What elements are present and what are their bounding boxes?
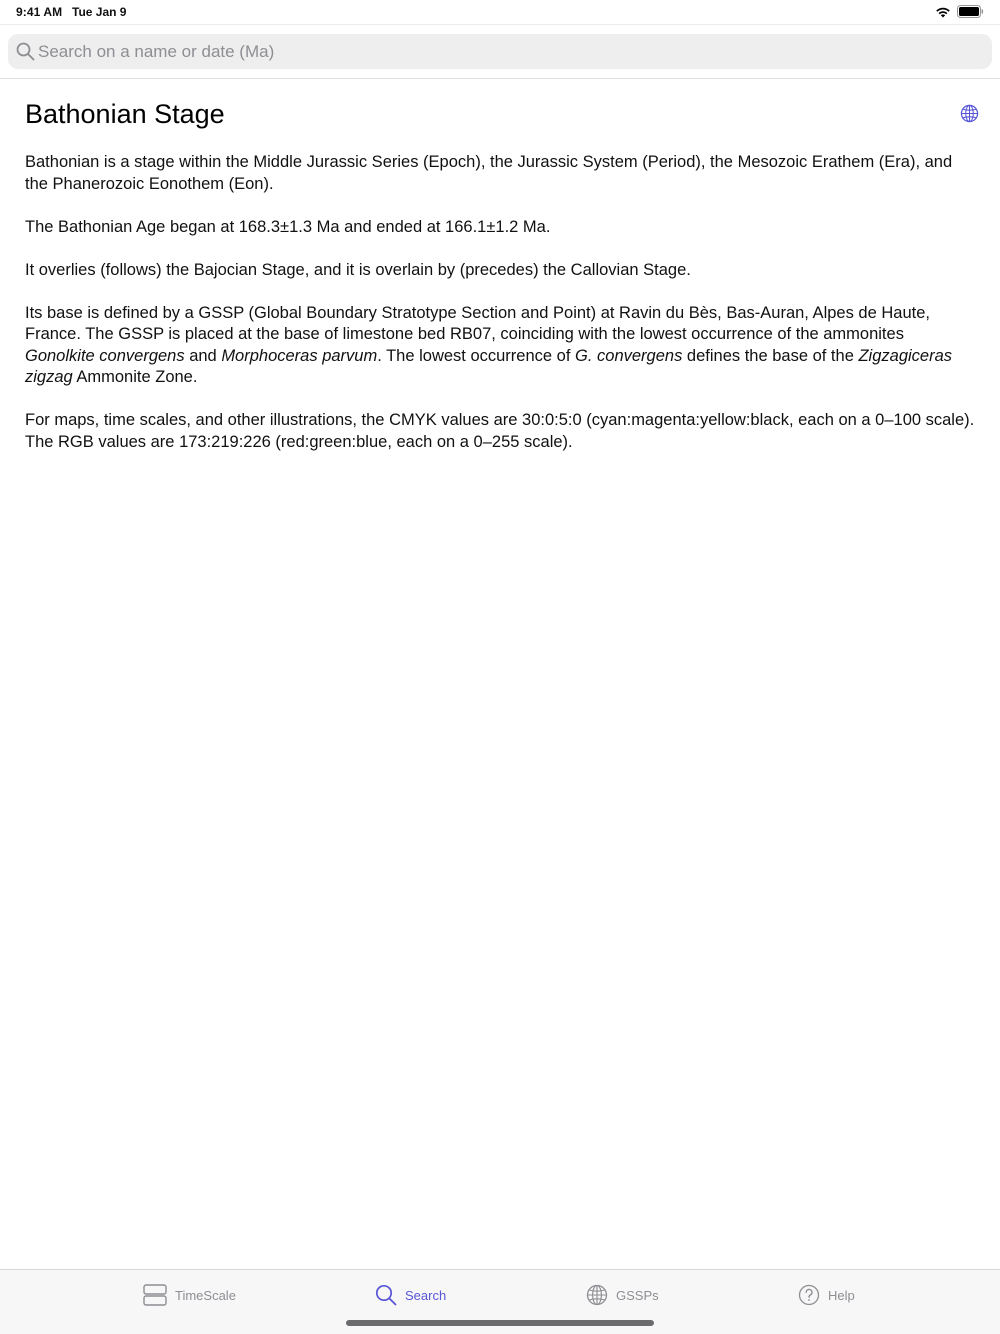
page-title: Bathonian Stage (25, 99, 225, 129)
gssp-text-3: . The lowest occurrence of (377, 346, 576, 365)
status-date: Tue Jan 9 (72, 5, 127, 19)
tab-search[interactable] (375, 1284, 446, 1306)
battery-icon (957, 5, 984, 18)
gssp-text-5: Ammonite Zone. (72, 368, 198, 386)
gssp-text-4: defines the base of the (682, 346, 859, 365)
tab-label: TimeScale (175, 1287, 236, 1303)
timescale-icon (143, 1284, 167, 1306)
tab-label: GSSPs (616, 1287, 659, 1303)
zone-name: Zigzagiceras zigzag (25, 346, 953, 386)
stage-summary-paragraph: Bathonian is a stage within the Middle Jurassic Series (Epoch), the Jurassic System (Period), the Mesozoic Erathem (Era), and the Phanerozoic Eonothem (Eon). (25, 153, 953, 193)
wifi-icon (935, 6, 951, 18)
search-bar (0, 24, 1000, 79)
search-icon (16, 42, 35, 61)
tab-label: Search (405, 1287, 447, 1303)
species-name: Morphoceras parvum (221, 346, 378, 365)
search-field[interactable] (8, 34, 992, 69)
species-name: G. convergens (575, 346, 683, 365)
help-icon (798, 1284, 820, 1306)
gssp-text-1: Its base is defined by a GSSP (Global Boundary Stratotype Section and Point) at Ravin du Bès, Bas-Auran, Alpes de Haute, France. The GSSP is placed at the base of limestone bed RB07, coinciding with the lowest occurrence of the ammonites (25, 303, 930, 343)
home-indicator (346, 1320, 654, 1326)
species-name: Gonolkite convergens (25, 346, 185, 365)
search-input[interactable] (38, 34, 978, 69)
age-range-paragraph: The Bathonian Age began at 168.3±1.3 Ma and ended at 166.1±1.2 Ma. (25, 217, 551, 236)
stratigraphic-position-paragraph: It overlies (follows) the Bajocian Stage, and it is overlain by (precedes) the Callovian Stage. (25, 260, 691, 279)
gssp-text-2: and (184, 346, 222, 365)
gssp-definition-paragraph (25, 303, 975, 389)
search-icon (375, 1284, 397, 1306)
stage-description (25, 152, 975, 453)
stage-detail (25, 96, 975, 475)
status-icons (935, 5, 984, 18)
tab-help[interactable] (798, 1284, 855, 1306)
color-values-paragraph: For maps, time scales, and other illustrations, the CMYK values are 30:0:5:0 (cyan:magenta:yellow:black, each on a 0–100 scale). The RGB values are 173:219:226 (red:green:blue, each on a 0–255 scale). (25, 411, 975, 451)
globe-icon (586, 1284, 608, 1306)
tab-gssps[interactable] (586, 1284, 659, 1306)
status-time: 9:41 AM (16, 5, 63, 19)
tab-label: Help (828, 1287, 855, 1303)
tab-timescale[interactable] (143, 1284, 236, 1306)
status-bar (0, 0, 1000, 24)
